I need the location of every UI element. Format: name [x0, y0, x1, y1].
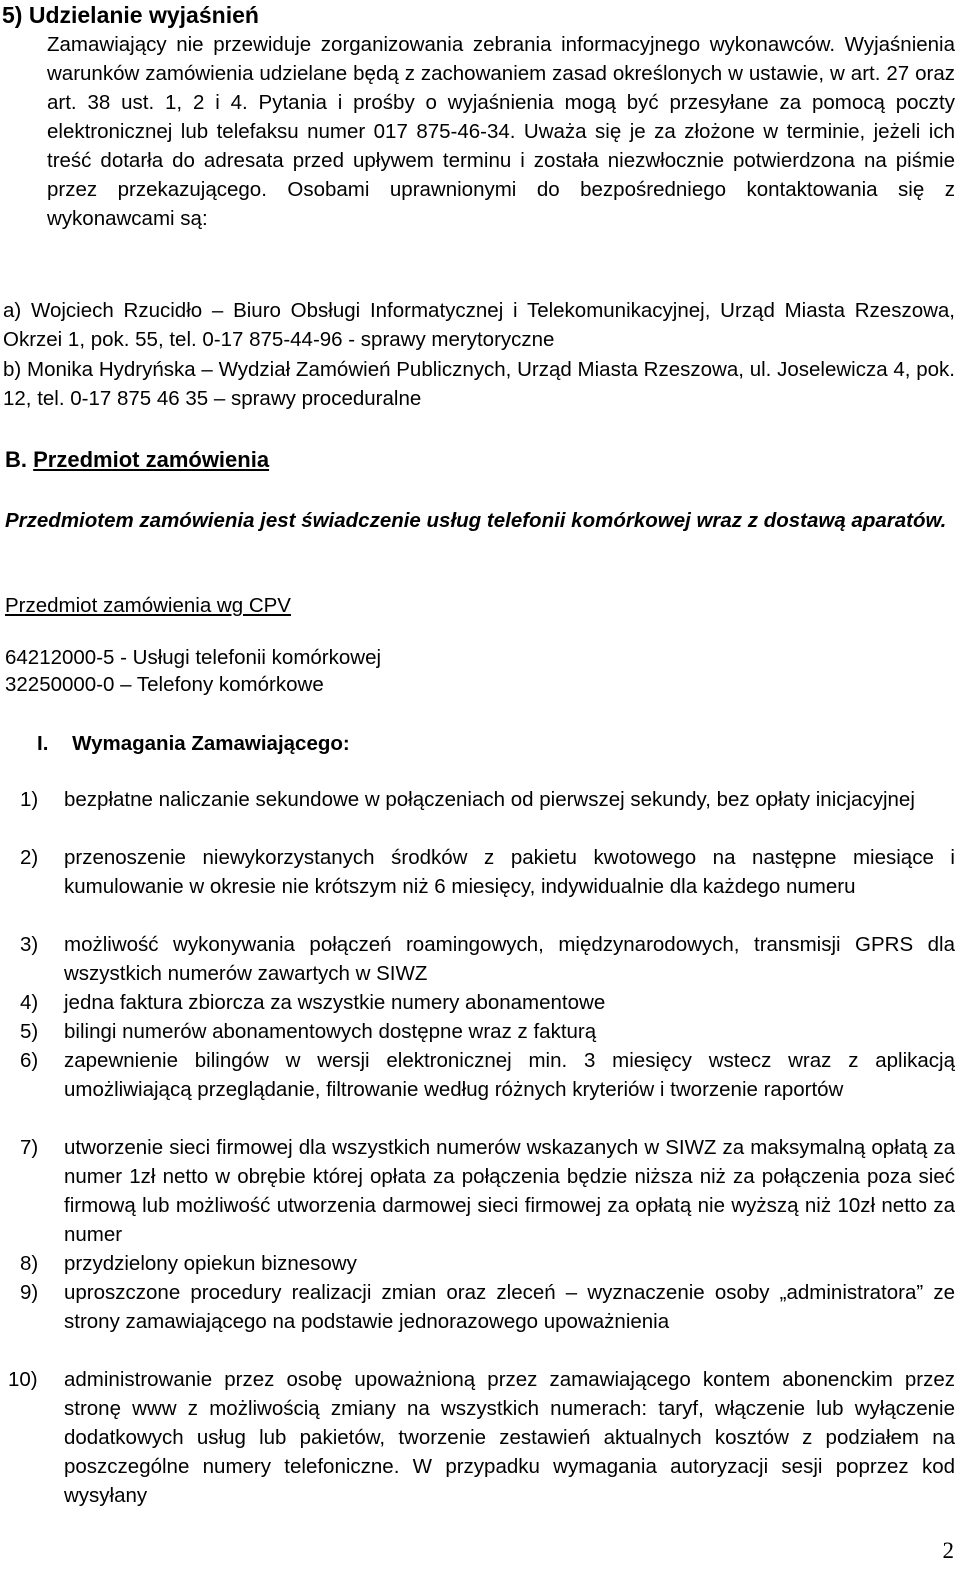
requirement-number: 8) [20, 1252, 39, 1275]
requirement-number: 4) [20, 991, 39, 1014]
page-number: 2 [942, 1538, 954, 1563]
requirement-number: 1) [20, 788, 39, 811]
requirement-number: 5) [20, 1020, 39, 1043]
requirement-text: zapewnienie bilingów w wersji elektronicznej min. 3 miesięcy wstecz wraz z aplikacją umożliwiającą przeglądanie, filtrowanie według różnych kryteriów i tworzenie raportów [64, 1049, 955, 1101]
section-b-heading [5, 445, 269, 474]
requirement-text: jedna faktura zbiorcza za wszystkie numery abonamentowe [64, 991, 606, 1014]
requirement-text: bilingi numerów abonamentowych dostępne wraz z fakturą [64, 1020, 597, 1043]
section-i-heading [37, 729, 350, 758]
requirement-text: bezpłatne naliczanie sekundowe w połączeniach od pierwszej sekundy, bez opłaty inicjacyjnej [64, 788, 915, 811]
requirement-text: administrowanie przez osobę upoważnioną przez zamawiającego kontem abonenckim przez stronę www z możliwością zmiany na wszystkich numerach: taryf, włączenie lub wyłączenie dodatkowych usług lub pakietów, tworzenie zestawień aktualnych kosztów z podziałem na poszczególne numery telefoniczne. W przypadku wymagania autoryzacji sesji poprzez kod wysyłany [64, 1368, 955, 1507]
contact-b: b) Monika Hydryńska – Wydział Zamówień Publicznych, Urząd Miasta Rzeszowa, ul. Joselewicza 4, pok. 12, tel. 0-17 875 46 35 – sprawy proceduralne [3, 358, 955, 410]
section-5-paragraph: Zamawiający nie przewiduje zorganizowania zebrania informacyjnego wykonawców. Wyjaśnienia warunków zamówienia udzielane będą z zachowaniem zasad określonych w ustawie, w art. 27 oraz art. 38 ust. 1, 2 i 4. Pytania i prośby o wyjaśnienia mogą być przesyłane za pomocą poczty elektronicznej lub telefaksu numer 017 875-46-34. Uważa się je za złożone w terminie, jeżeli ich treść dotarła do adresata przed upływem terminu i została niezwłocznie potwierdzona na piśmie przez przekazującego. Osobami uprawnionymi do bezpośredniego kontaktowania się z wykonawcami są: [47, 33, 955, 230]
requirement-number: 7) [20, 1136, 39, 1159]
requirement-number: 9) [20, 1281, 39, 1304]
requirement-number: 10) [8, 1368, 38, 1391]
section-i-title: Wymagania Zamawiającego: [72, 732, 350, 755]
section-heading-5: 5) Udzielanie wyjaśnień [2, 2, 259, 28]
section-i-letter: I. [37, 732, 49, 755]
requirement-number: 6) [20, 1049, 39, 1072]
requirement-text: uproszczone procedury realizacji zmian oraz zleceń – wyznaczenie osoby „administratora” ze strony zamawiającego na podstawie jednorazowego upoważnienia [64, 1281, 955, 1333]
requirement-text: przydzielony opiekun biznesowy [64, 1252, 357, 1275]
contact-a: a) Wojciech Rzucidło – Biuro Obsługi Informatycznej i Telekomunikacyjnej, Urząd Miasta Rzeszowa, Okrzei 1, pok. 55, tel. 0-17 875-44-96 - sprawy merytoryczne [3, 299, 955, 351]
section-b-title: Przedmiot zamówienia [33, 447, 270, 472]
cpv-code-2: 32250000-0 – Telefony komórkowe [5, 673, 324, 696]
cpv-code-1: 64212000-5 - Usługi telefonii komórkowej [5, 646, 382, 669]
subject-statement: Przedmiotem zamówienia jest świadczenie usług telefonii komórkowej wraz z dostawą aparatów. [5, 509, 947, 532]
requirement-number: 3) [20, 933, 39, 956]
requirement-number: 2) [20, 846, 39, 869]
cpv-heading: Przedmiot zamówienia wg CPV [5, 594, 291, 617]
requirement-text: możliwość wykonywania połączeń roamingowych, międzynarodowych, transmisji GPRS dla wszystkich numerów zawartych w SIWZ [64, 933, 955, 985]
requirement-text: przenoszenie niewykorzystanych środków z pakietu kwotowego na następne miesiące i kumulowanie w okresie nie krótszym niż 6 miesięcy, indywidualnie dla każdego numeru [64, 846, 955, 898]
section-b-letter: B. [5, 447, 27, 472]
requirement-text: utworzenie sieci firmowej dla wszystkich numerów wskazanych w SIWZ za maksymalną opłatą za numer 1zł netto w obrębie której opłata za połączenia będzie niższa niż za połączenia poza sieć firmową lub możliwość utworzenia darmowej sieci firmowej za opłatą nie wyższą niż 10zł netto za numer [64, 1136, 955, 1246]
